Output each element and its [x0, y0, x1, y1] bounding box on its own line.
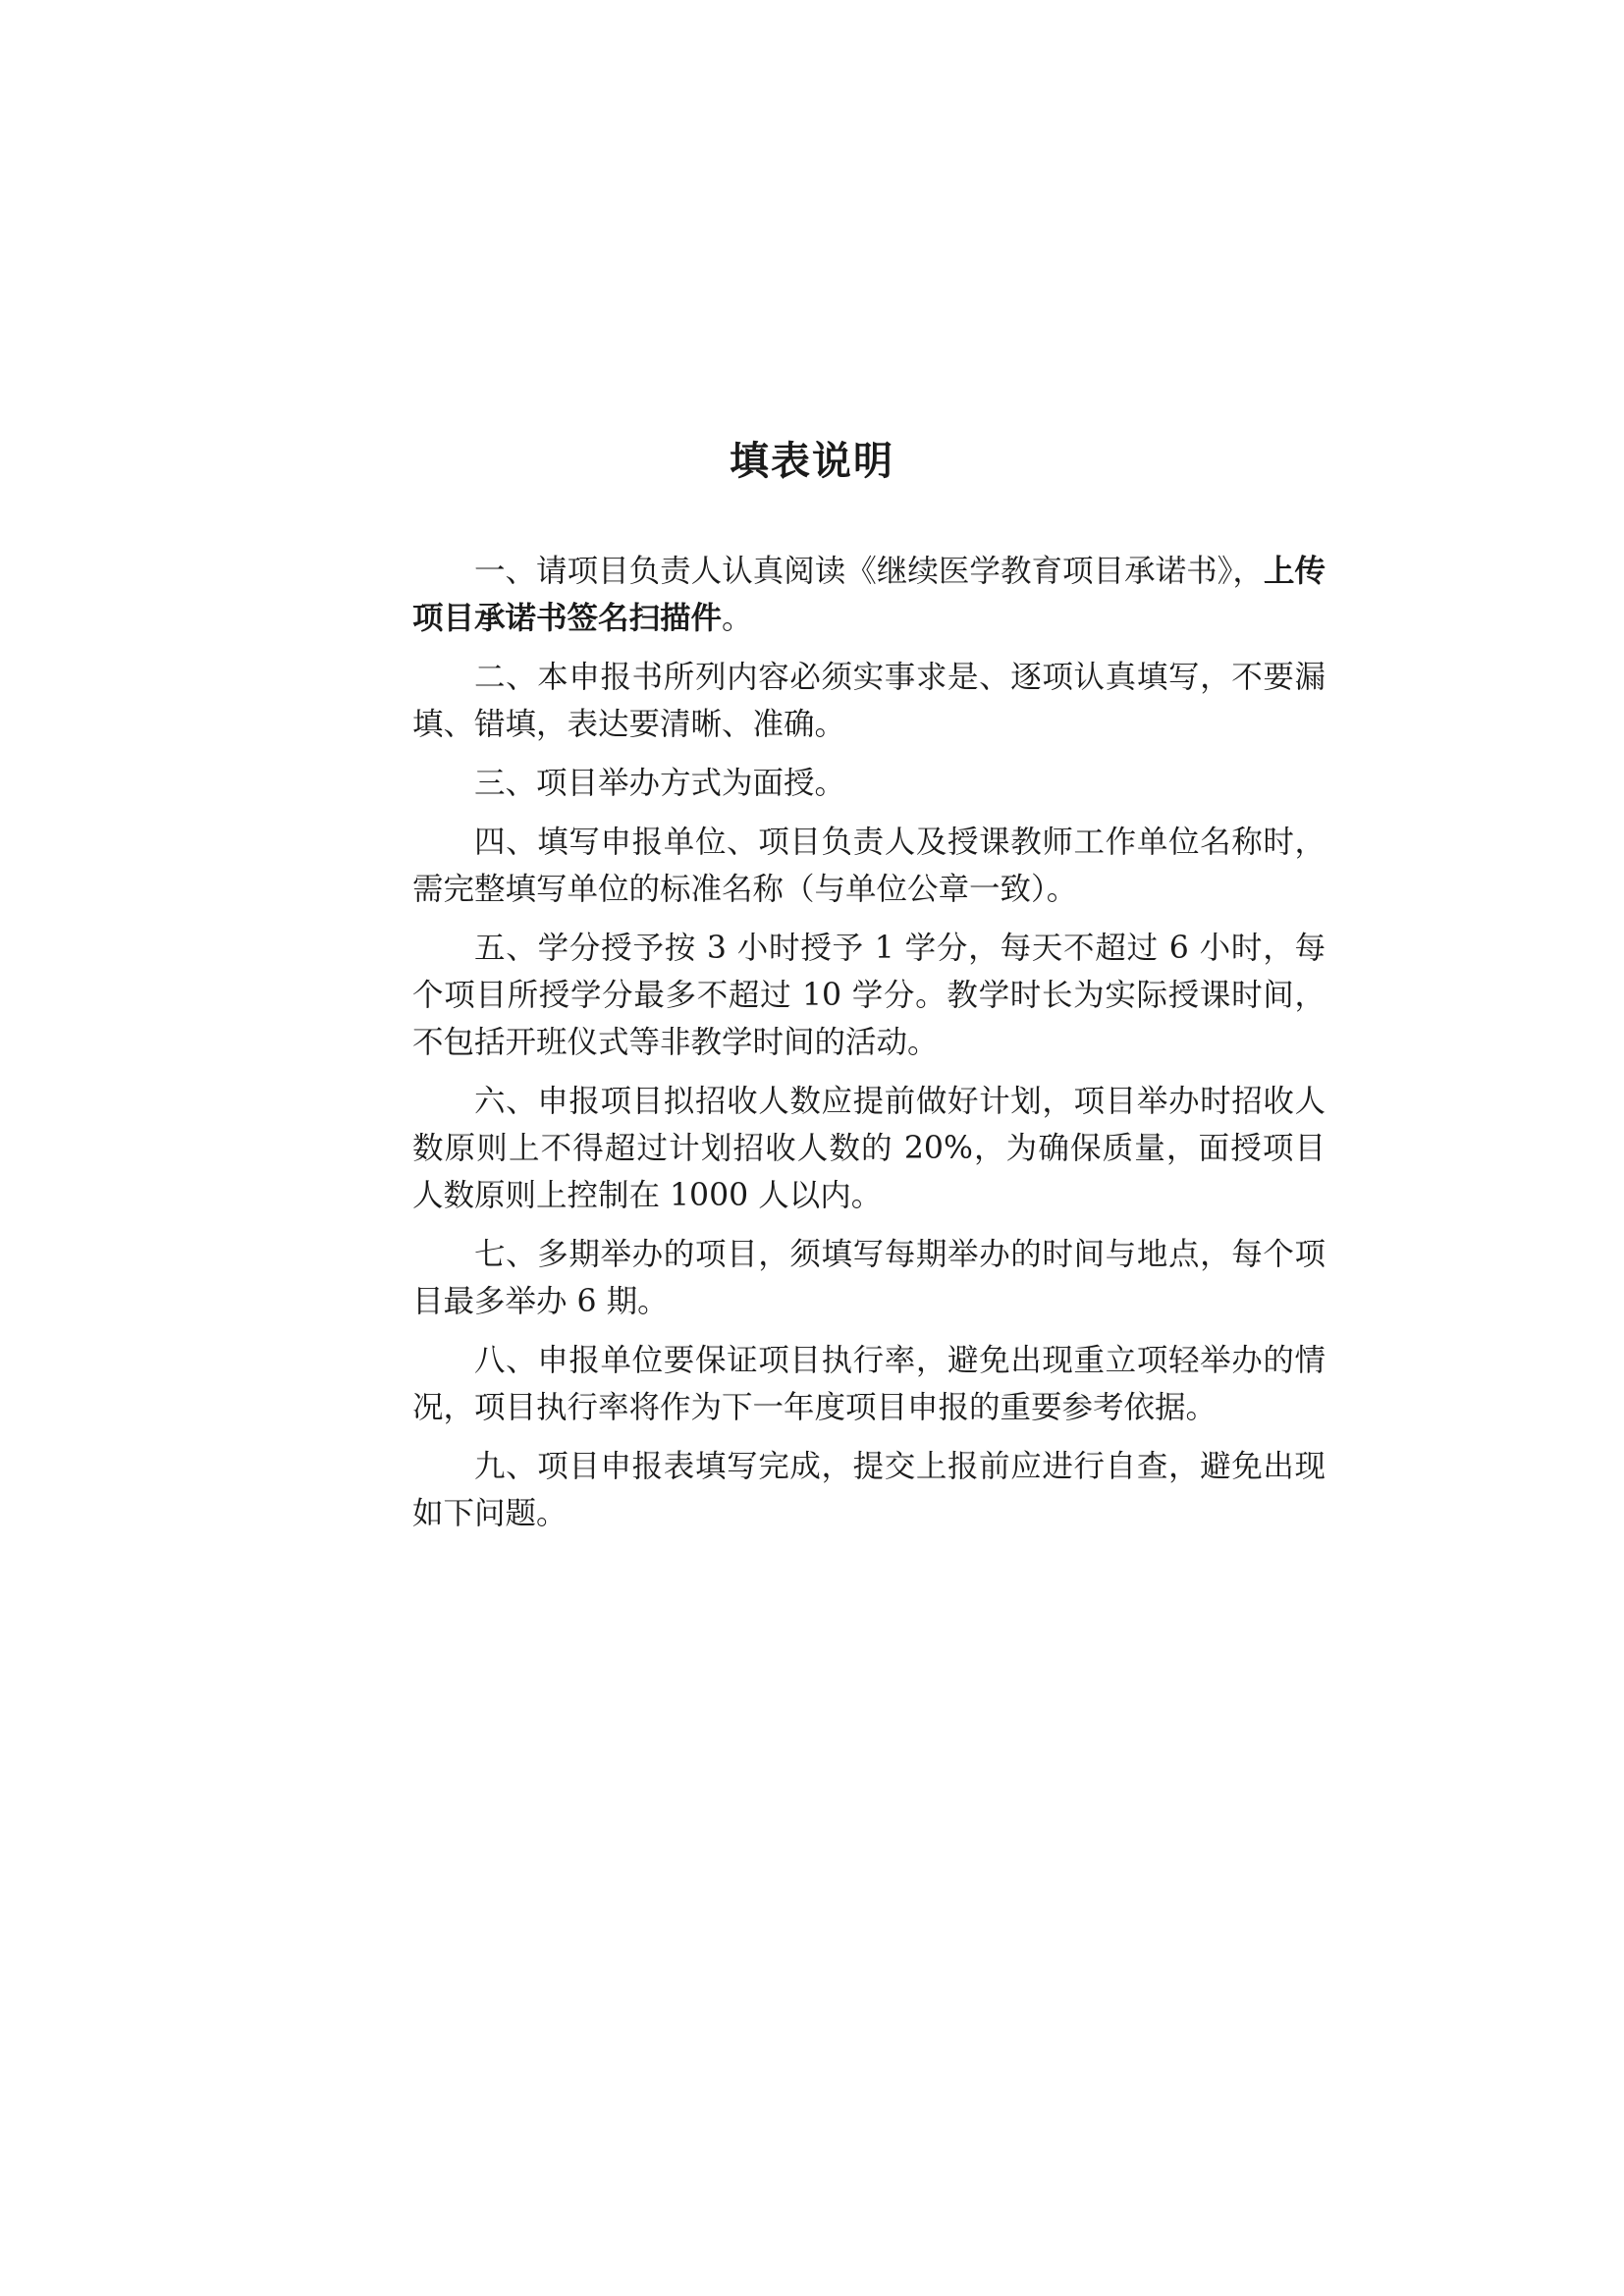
instructions-body	[412, 548, 1326, 1549]
paragraph-1-bold-text: 上传项目承诺书签名扫描件	[412, 553, 1326, 636]
instruction-paragraph-3: 三、项目举办方式为面授。	[474, 766, 846, 801]
page-title: 填表说明	[730, 438, 894, 484]
instruction-paragraph-7: 七、多期举办的项目，须填写每期举办的时间与地点，每个项目最多举办 6 期。	[412, 1237, 1326, 1319]
instruction-paragraph-4: 四、填写申报单位、项目负责人及授课教师工作单位名称时，需完整填写单位的标准名称（与单位公章一致）。	[412, 825, 1326, 907]
paragraph-1-end: 。	[722, 601, 753, 636]
instruction-paragraph-8: 八、申报单位要保证项目执行率，避免出现重立项轻举办的情况，项目执行率将作为下一年度项目申报的重要参考依据。	[412, 1343, 1326, 1425]
instruction-paragraph-6: 六、申报项目拟招收人数应提前做好计划，项目举办时招收人数原则上不得超过计划招收人数的 20%，为确保质量，面授项目人数原则上控制在 1000 人以内。	[412, 1084, 1326, 1213]
paragraph-1-text: 一、请项目负责人认真阅读《继续医学教育项目承诺书》，	[474, 554, 1264, 589]
instruction-paragraph-2: 二、本申报书所列内容必须实事求是、逐项认真填写，不要漏填、错填，表达要清晰、准确。	[412, 660, 1326, 742]
instruction-paragraph-9: 九、项目申报表填写完成，提交上报前应进行自查，避免出现如下问题。	[412, 1449, 1326, 1531]
instruction-paragraph-1	[412, 548, 1326, 642]
instruction-paragraph-5: 五、学分授予按 3 小时授予 1 学分，每天不超过 6 小时，每个项目所授学分最多不超过 10 学分。教学时长为实际授课时间，不包括开班仪式等非教学时间的活动。	[412, 931, 1326, 1060]
